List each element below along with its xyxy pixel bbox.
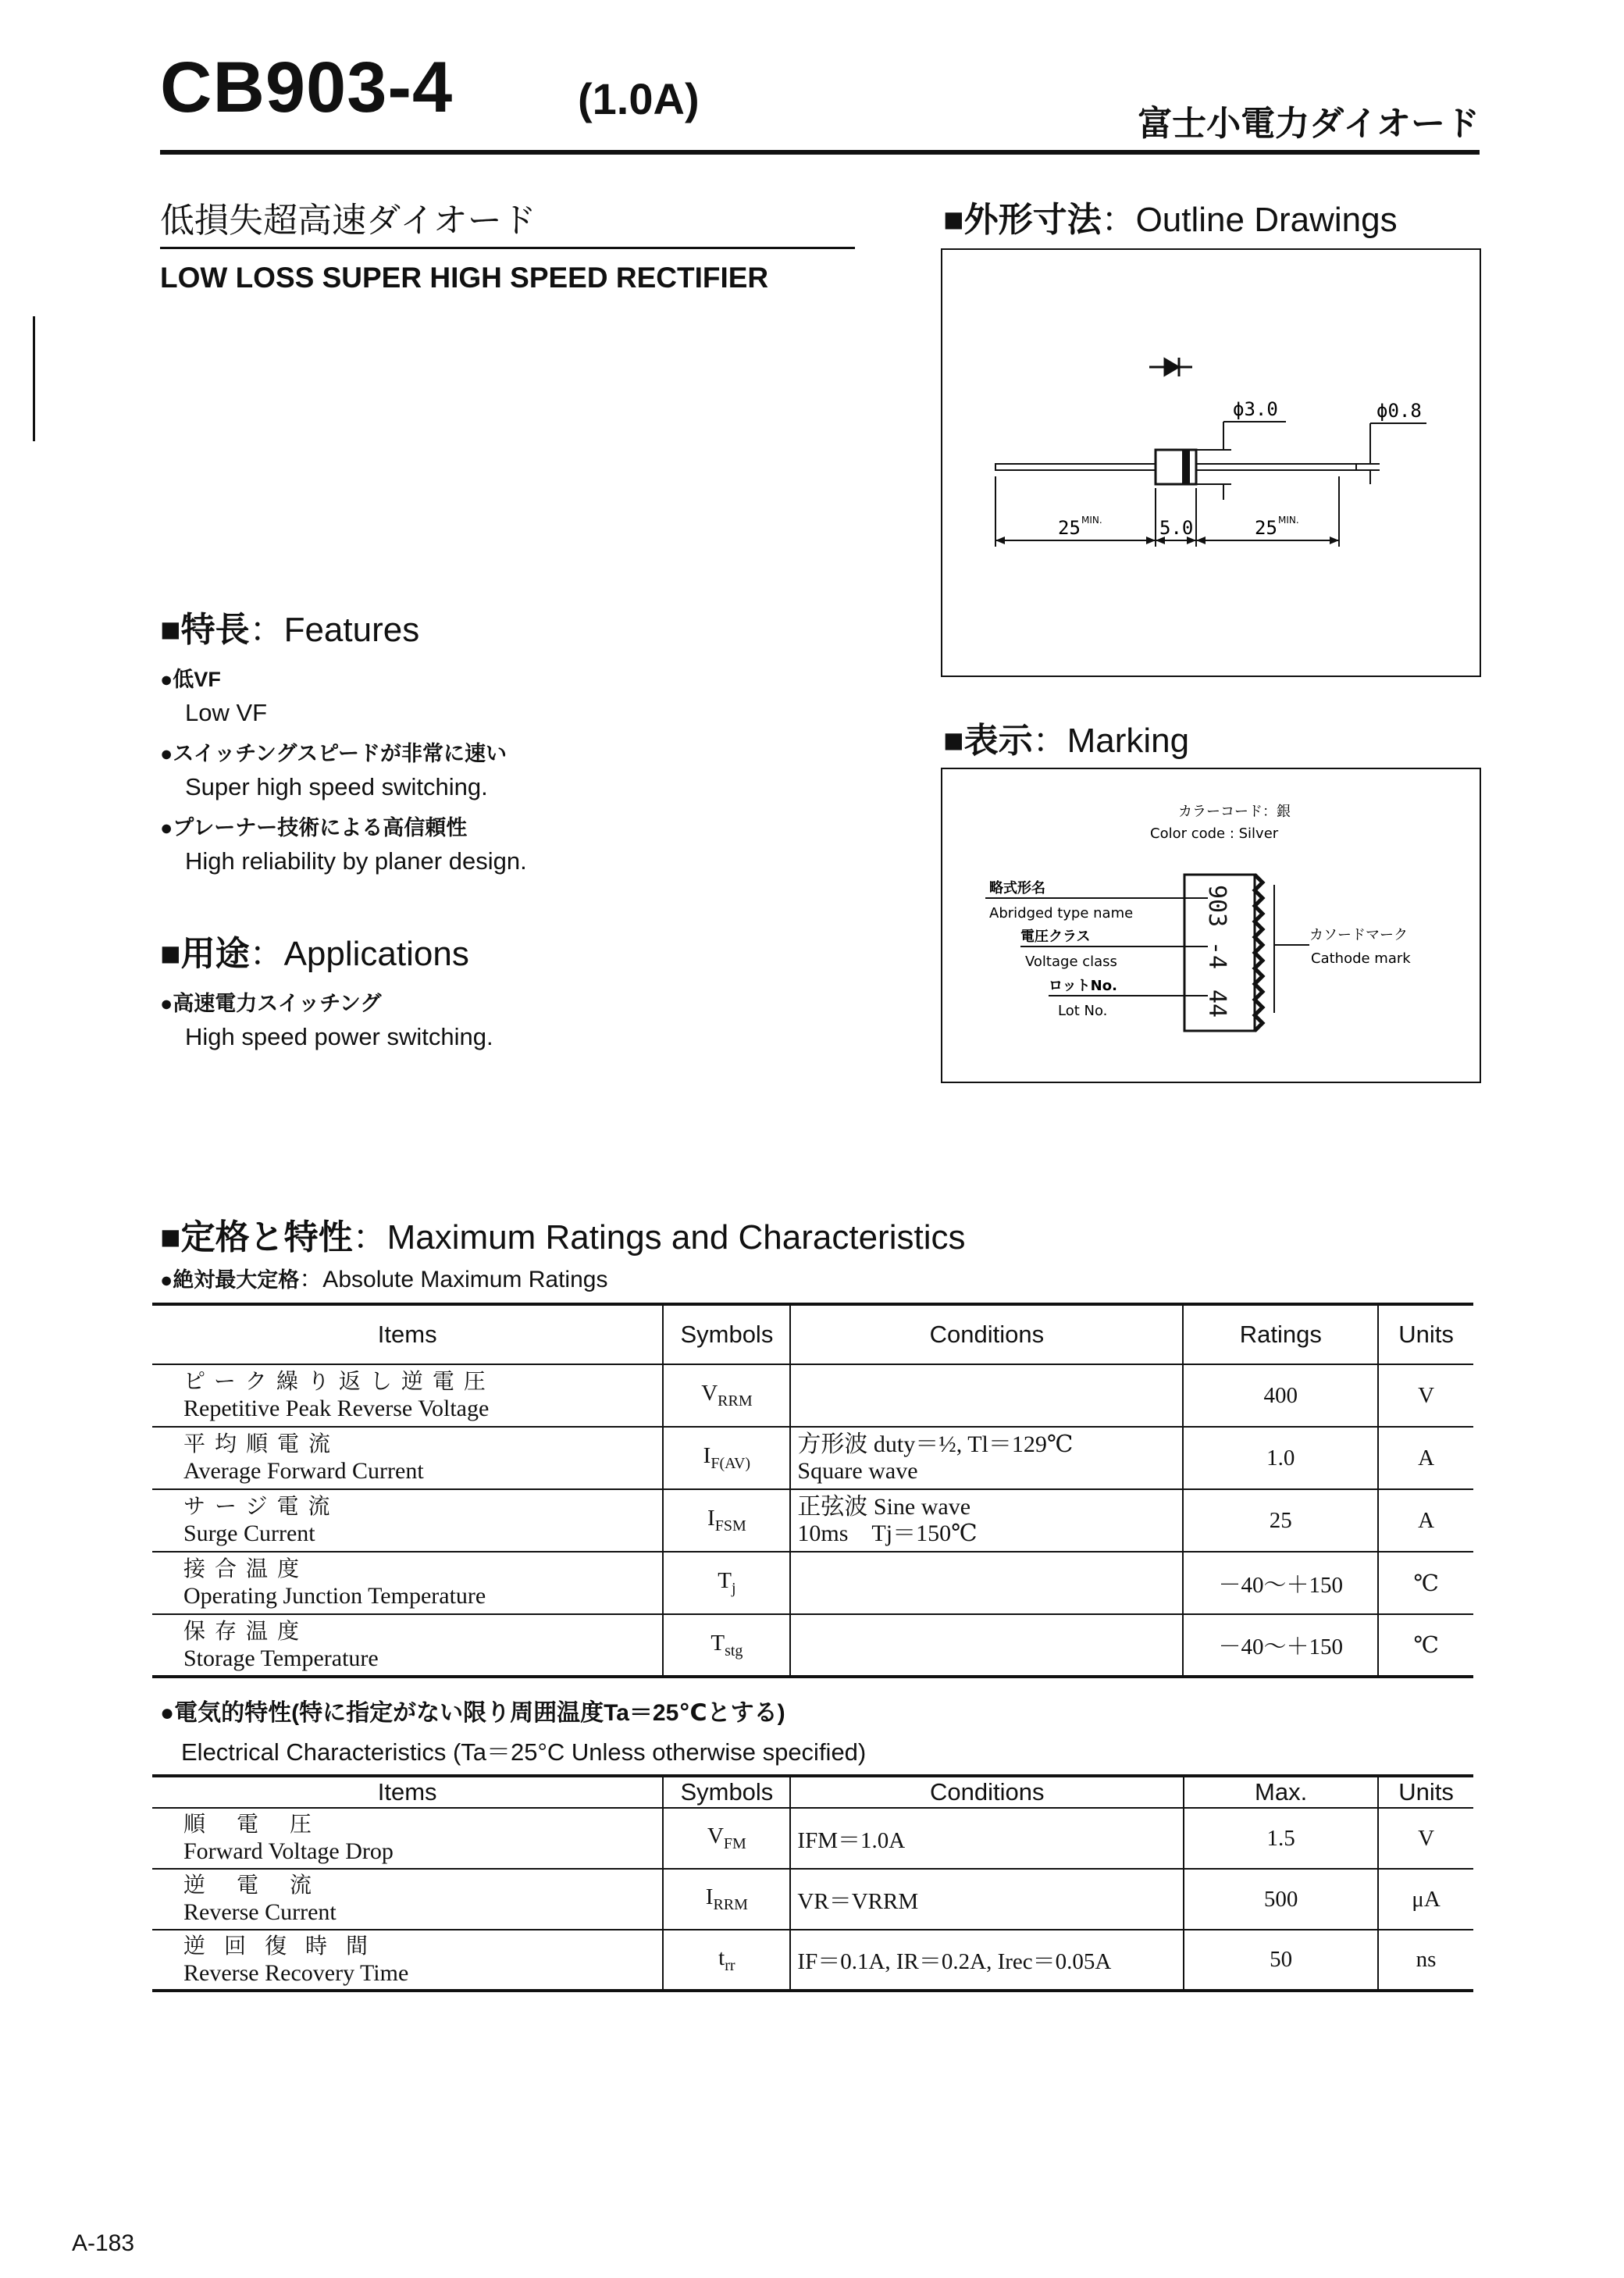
voltage-label-en: Voltage class [1025, 954, 1117, 970]
marking-heading: ■表示：Marking [943, 722, 1190, 760]
color-code-en: Color code : Silver [1150, 825, 1279, 842]
abridged-label-en: Abridged type name [989, 905, 1134, 922]
page-number: A-183 [72, 2230, 135, 2256]
electrical-heading-en: Electrical Characteristics (Ta＝25°C Unless otherwise specified) [181, 1738, 867, 1766]
outline-heading: ■外形寸法：Outline Drawings [943, 201, 1398, 239]
cathode-label-jp: カソードマーク [1309, 927, 1408, 943]
dim-min-left: MIN. [1081, 515, 1102, 526]
dim-body-length: 5.0 [1159, 517, 1194, 539]
color-code-jp: カラーコード：銀 [1178, 804, 1291, 820]
table-row: 逆回復時間 Reverse Recovery Time $t_{rr}$ IF＝0.1A, IR＝0.2A, Irec＝0.05A 50 ns [152, 1930, 1473, 1991]
feature-item: ●スイッチングスピードが非常に速い Super high speed switching. [160, 742, 507, 800]
product-title-jp: 低損失超高速ダイオード [160, 201, 536, 240]
voltage-label-jp: 電圧クラス [1020, 929, 1091, 945]
ratings-heading: ■定格と特性：Maximum Ratings and Characteristics [160, 1218, 966, 1257]
table-row: 逆電流 Reverse Current $I_{RRM}$ VR＝VRRM 500 μA [152, 1869, 1473, 1930]
col-conditions: Conditions [790, 1776, 1184, 1808]
cathode-label-en: Cathode mark [1311, 950, 1411, 967]
margin-mark [33, 316, 35, 441]
absolute-max-ratings-table [152, 1303, 1473, 1678]
dim-lead-diameter: ϕ0.8 [1376, 400, 1422, 422]
right-lead [1194, 464, 1356, 470]
table-header-row [152, 1776, 1473, 1808]
col-symbols: Symbols [663, 1776, 790, 1808]
abridged-label-jp: 略式形名 [989, 880, 1045, 897]
lot-label-jp: ロットNo. [1049, 978, 1117, 994]
mark-lot: 44 [1203, 989, 1230, 1018]
product-title-rule [160, 247, 855, 249]
table-row: 接合温度 Operating Junction Temperature $T_j$ －40～＋150 ℃ [152, 1552, 1473, 1614]
table-row: 平均順電流 Average Forward Current $I_{F(AV)}$ 方形波 duty＝½, Tl＝129℃ Square wave 1.0 A [152, 1427, 1473, 1489]
cathode-band [1182, 450, 1190, 484]
features-heading: ■特長：Features [160, 611, 420, 649]
electrical-heading-jp: ●電気的特性(特に指定がない限り周囲温度Ta＝25℃とする) [160, 1700, 785, 1726]
brand-title: 富士小電力ダイオード [1138, 105, 1480, 143]
applications-heading: ■用途：Applications [160, 935, 469, 973]
col-items: Items [152, 1304, 663, 1364]
outline-drawing [942, 250, 1480, 676]
outline-drawing-box [941, 248, 1481, 677]
table-row: サージ電流 Surge Current $I_{FSM}$ 正弦波 Sine wave 10ms Tj＝150℃ 25 A [152, 1489, 1473, 1552]
application-item: ●高速電力スイッチング High speed power switching. [160, 992, 493, 1050]
col-units: Units [1378, 1776, 1473, 1808]
diode-body [1156, 450, 1196, 484]
col-ratings: Ratings [1183, 1304, 1378, 1364]
col-conditions: Conditions [790, 1304, 1183, 1364]
feature-item: ●低VF Low VF [160, 668, 268, 726]
marking-diagram [942, 769, 1480, 1082]
diode-symbol-icon [1149, 358, 1192, 376]
table-row: 順電圧 Forward Voltage Drop $V_{FM}$ IFM＝1.0A 1.5 V [152, 1808, 1473, 1869]
electrical-characteristics-table [152, 1774, 1473, 1992]
current-rating: (1.0A) [578, 74, 700, 123]
applications-section [160, 925, 847, 1051]
left-lead [995, 464, 1158, 470]
col-units: Units [1378, 1304, 1473, 1364]
dim-body-diameter: ϕ3.0 [1233, 398, 1278, 420]
dim-lead-right: 25 [1255, 517, 1277, 539]
abs-max-heading: ●絶対最大定格：Absolute Maximum Ratings [160, 1267, 608, 1292]
header-rule [160, 150, 1480, 155]
marking-box [941, 768, 1481, 1083]
feature-item: ●プレーナー技術による高信頼性 High reliability by planer design. [160, 816, 527, 875]
product-title-en: LOW LOSS SUPER HIGH SPEED RECTIFIER [160, 262, 769, 294]
dim-min-right: MIN. [1278, 515, 1299, 526]
col-symbols: Symbols [663, 1304, 790, 1364]
part-number: CB903-4 [160, 48, 454, 127]
mark-voltage: -4 [1203, 941, 1230, 970]
dim-lead-left: 25 [1058, 517, 1081, 539]
features-section [160, 601, 847, 875]
page-header [160, 39, 1480, 156]
table-row: ピーク繰り返し逆電圧 Repetitive Peak Reverse Voltage $V_{RRM}$ 400 V [152, 1364, 1473, 1427]
table-header-row [152, 1304, 1473, 1364]
col-items: Items [152, 1776, 663, 1808]
col-max: Max. [1184, 1776, 1378, 1808]
lot-label-en: Lot No. [1058, 1003, 1108, 1019]
table-row: 保存温度 Storage Temperature $T_{stg}$ －40～＋150 ℃ [152, 1614, 1473, 1677]
mark-type: 903 [1203, 885, 1230, 928]
